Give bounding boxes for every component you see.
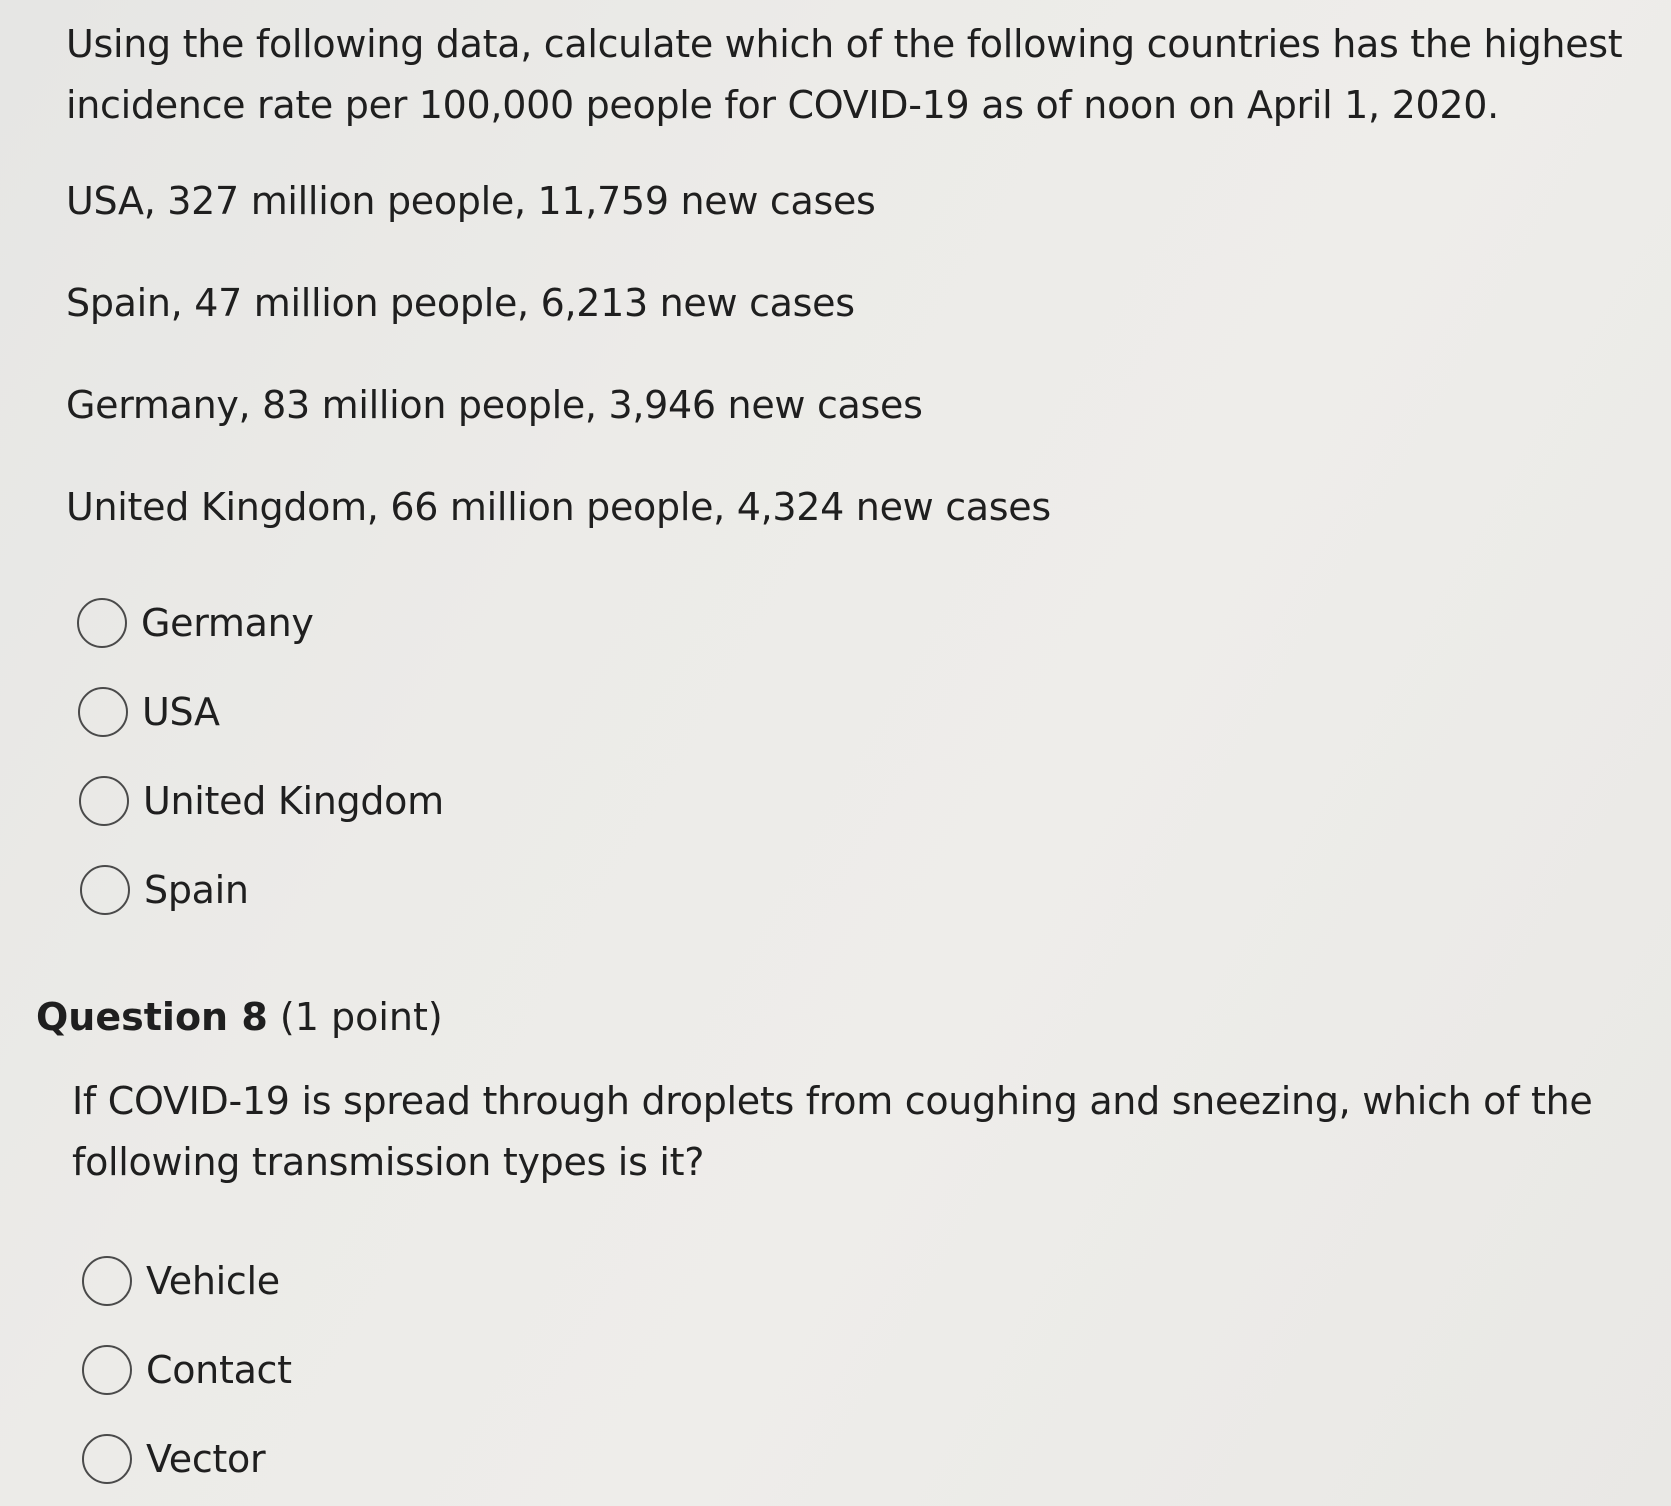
q7-option-spain[interactable] <box>80 865 249 915</box>
radio-button[interactable] <box>80 865 130 915</box>
option-label: Germany <box>141 601 314 645</box>
question-points: (1 point) <box>279 995 443 1039</box>
radio-button[interactable] <box>77 598 127 648</box>
data-line-usa: USA, 327 million people, 11,759 new cases <box>66 179 876 223</box>
option-label: Vehicle <box>146 1259 280 1303</box>
question-7-prompt: Using the following data, calculate which of the following countries has the highest incidence rate per 100,000 people for COVID-19 as of noon on April 1, 2020. <box>66 22 1623 127</box>
q8-option-contact[interactable] <box>82 1345 292 1395</box>
q8-option-vehicle[interactable] <box>82 1256 280 1306</box>
data-line-germany: Germany, 83 million people, 3,946 new cases <box>66 383 923 427</box>
question-8-header <box>36 995 443 1039</box>
radio-button[interactable] <box>82 1345 132 1395</box>
q7-option-united-kingdom[interactable] <box>79 776 444 826</box>
q8-option-vector[interactable] <box>82 1434 265 1484</box>
option-label: United Kingdom <box>143 779 444 823</box>
q7-option-germany[interactable] <box>77 598 314 648</box>
radio-button[interactable] <box>79 776 129 826</box>
q7-option-usa[interactable] <box>78 687 220 737</box>
question-number: Question 8 <box>36 995 268 1039</box>
radio-button[interactable] <box>82 1256 132 1306</box>
question-8-prompt: If COVID-19 is spread through droplets from coughing and sneezing, which of the following transmission types is it? <box>72 1079 1593 1184</box>
data-line-spain: Spain, 47 million people, 6,213 new cases <box>66 281 855 325</box>
radio-button[interactable] <box>78 687 128 737</box>
option-label: Contact <box>146 1348 292 1392</box>
data-line-united-kingdom: United Kingdom, 66 million people, 4,324 new cases <box>66 485 1051 529</box>
option-label: USA <box>142 690 220 734</box>
option-label: Vector <box>146 1437 266 1481</box>
radio-button[interactable] <box>82 1434 132 1484</box>
option-label: Spain <box>144 868 249 912</box>
